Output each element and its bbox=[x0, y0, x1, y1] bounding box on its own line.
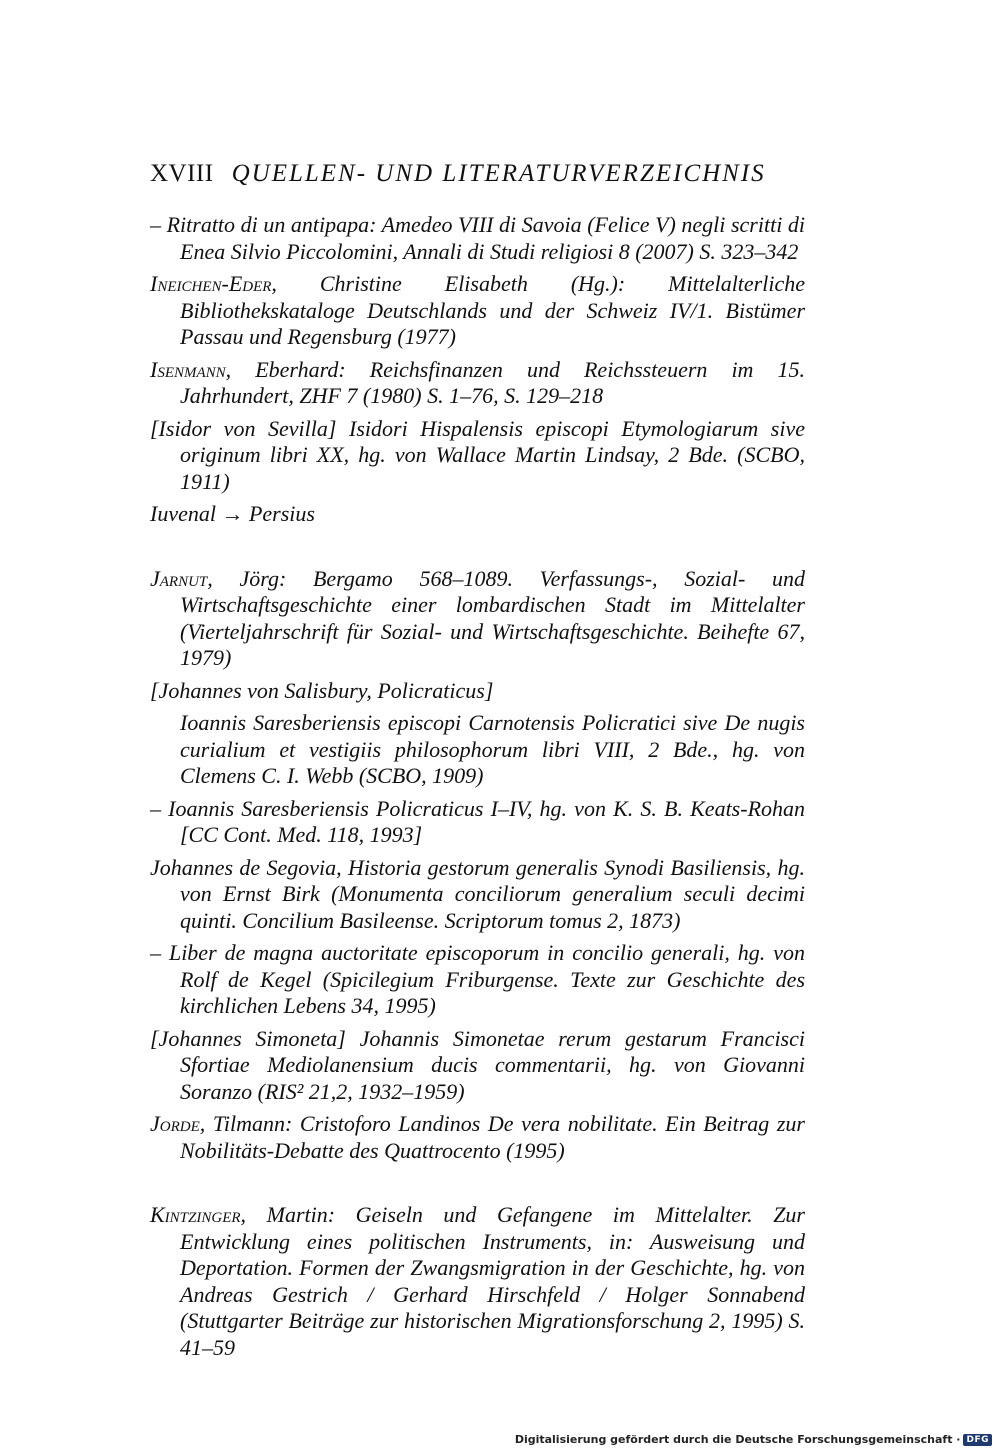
entry-author: Jarnut bbox=[150, 565, 208, 591]
entry-text: Johannes de Segovia, Historia gestorum generalis Synodi Basiliensis, hg. von Ernst Birk (Monumenta conciliorum generalium seculi decimi quinti. Concilium Basileense. Scriptorum tomus 2, 1873) bbox=[150, 854, 805, 933]
entry-text: [Isidor von Sevilla] Isidori Hispalensis episcopi Etymologiarum sive originum libri XX, hg. von Wallace Martin Lindsay, 2 Bde. (SCBO, 1911) bbox=[150, 415, 805, 494]
entry-author: Jorde bbox=[150, 1111, 200, 1136]
entry-text: Ioannis Saresberiensis Policraticus I–IV, hg. von K. S. B. Keats-Rohan [CC Cont. Med. 118, 1993] bbox=[168, 795, 806, 847]
bibliography-entry bbox=[150, 1026, 805, 1106]
bibliography-entry bbox=[150, 1202, 805, 1361]
letter-section-gap bbox=[150, 534, 805, 566]
dfg-logo-icon: DFG bbox=[963, 1434, 992, 1446]
page-number: XVIII bbox=[150, 160, 214, 187]
entry-text: , Eberhard: Reichsfinanzen und Reichssteuern im 15. Jahrhundert, ZHF 7 (1980) S. 1–76, S. 129–218 bbox=[180, 356, 805, 408]
entry-author: Ineichen-Eder bbox=[150, 271, 272, 296]
entry-text: Ioannis Saresberiensis episcopi Carnotensis Policratici sive De nugis curialium et vestigiis philosophorum libri VIII, 2 Bde., hg. von Clemens C. I. Webb (SCBO, 1909) bbox=[180, 710, 805, 788]
entry-dash: – bbox=[150, 795, 169, 821]
bibliography-entry bbox=[150, 678, 805, 705]
entry-text: [Johannes von Salisbury, Policraticus] bbox=[150, 677, 494, 703]
entry-text: [Johannes Simoneta] Johannis Simonetae rerum gestarum Francisci Sfortiae Mediolanensium ducis commentarii, hg. von Giovanni Soranzo (RIS² 21,2, 1932–1959) bbox=[150, 1025, 805, 1104]
bibliography-entry bbox=[150, 212, 805, 265]
bibliography-entry bbox=[150, 416, 805, 496]
entry-text: , Tilmann: Cristoforo Landinos De vera nobilitate. Ein Beitrag zur Nobilitäts-Debatte des Quattrocento (1995) bbox=[180, 1111, 805, 1163]
bibliography-entry bbox=[150, 271, 805, 351]
running-header bbox=[150, 160, 766, 188]
bibliography-entry bbox=[150, 940, 805, 1020]
bibliography-entry bbox=[150, 796, 805, 849]
entry-text: Ritratto di un antipapa: Amedeo VIII di Savoia (Felice V) negli scritti di Enea Silvio Piccolomini, Annali di Studi religiosi 8 (2007) S. 323–342 bbox=[166, 212, 806, 264]
entry-text: , Christine Elisabeth (Hg.): Mittelalterliche Bibliothekskataloge Deutschlands und der Schweiz IV/1. Bistümer Passau und Regensburg (1977) bbox=[180, 271, 805, 349]
letter-section-gap bbox=[150, 1170, 805, 1202]
entry-dash: – bbox=[150, 940, 169, 965]
bibliography-entry bbox=[150, 566, 805, 672]
bibliography-list bbox=[150, 212, 805, 1367]
footer-text: Digitalisierung gefördert durch die Deutsche Forschungsgemeinschaft · bbox=[514, 1433, 961, 1446]
entry-text: , Jörg: Bergamo 568–1089. Verfassungs-, Sozial- und Wirtschaftsgeschichte einer lombardischen Stadt im Mittelalter (Vierteljahrschrift für Sozial- und Wirtschaftsgeschichte. Beihefte 67, 1979) bbox=[180, 565, 805, 670]
entry-author: Isenmann bbox=[150, 356, 226, 382]
bibliography-entry bbox=[150, 501, 805, 528]
entry-text: Iuvenal → Persius bbox=[150, 501, 315, 526]
entry-text: , Martin: Geiseln und Gefangene im Mittelalter. Zur Entwicklung eines politischen Instruments, in: Ausweisung und Deportation. Formen der Zwangsmigration in der Geschichte, hg. von Andreas Gestrich / Gerhard Hirschfeld / Holger Sonnabend (Stuttgarter Beiträge zur historischen Migrationsforschung 2, 1995) S. 41–59 bbox=[180, 1202, 805, 1360]
entry-text: Liber de magna auctoritate episcoporum in concilio generali, hg. von Rolf de Kegel (Spicilegium Friburgense. Texte zur Geschichte des kirchlichen Lebens 34, 1995) bbox=[168, 940, 806, 1018]
bibliography-entry bbox=[150, 1111, 805, 1164]
bibliography-entry bbox=[150, 710, 805, 790]
entry-author: Kintzinger bbox=[150, 1202, 241, 1227]
section-title: QUELLEN- UND LITERATURVERZEICHNIS bbox=[231, 160, 766, 187]
bibliography-entry bbox=[150, 855, 805, 935]
entry-dash: – bbox=[150, 212, 167, 237]
footer-credit bbox=[515, 1433, 992, 1446]
bibliography-entry bbox=[150, 357, 805, 410]
